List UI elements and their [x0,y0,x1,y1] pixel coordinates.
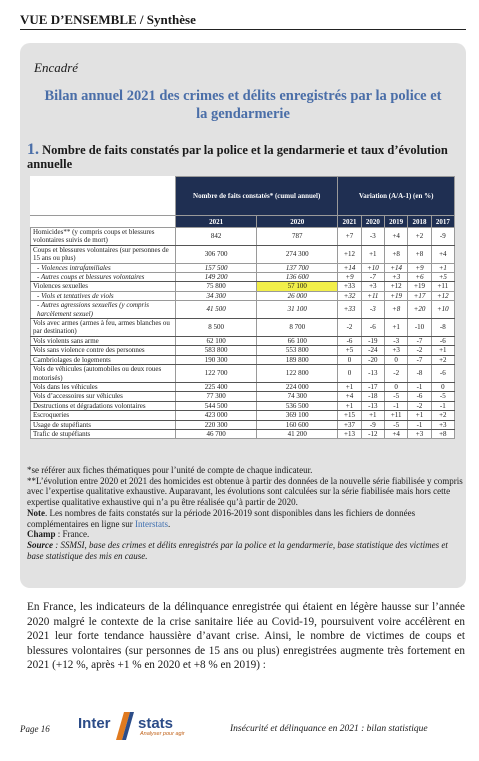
table-cell: -9 [361,420,384,429]
header-rule [20,29,466,30]
table-notes [27,465,465,561]
body-paragraph: En France, les indicateurs de la délinquance enregistrée qui étaient en légère hausse sur l’année 2020 malgré le contexte de la crise sanitaire liée au Covid-19, poursuivent voire accélèrent en 2021 leur forte tendance haussière d’avant crise. Ainsi, le nombre de victimes de coups et blessures volontaires (sur personnes de 15 ans ou plus) enregistrées augmente très fortement en 2021 (+12 %, après +1 % en 2020 et +8 % en 2019) : [27,601,465,671]
table-cell: -7 [408,336,431,345]
table-cell: 41 500 [176,301,257,319]
table-cell: 122 800 [257,365,338,383]
table-cell: +3 [385,346,408,355]
table-cell: -1 [408,420,431,429]
section-number: 1. [27,141,39,158]
table-cell: 842 [176,228,257,246]
table-cell: +12 [338,245,361,263]
table-cell: 544 500 [176,401,257,410]
table-cell: -8 [431,319,454,337]
table-cell: -20 [361,355,384,364]
table-row [31,392,455,401]
table-row [31,382,455,391]
table-corner-2 [31,216,176,228]
table-cell: -2 [408,401,431,410]
table-cell: 0 [338,365,361,383]
table-cell: +13 [338,429,361,438]
table-cell: 34 300 [176,291,257,300]
row-label: Trafic de stupéfiants [31,429,176,438]
table-cell: 306 700 [176,245,257,263]
table-cell: 8 700 [257,319,338,337]
table-cell: -19 [361,336,384,345]
page-footer [20,712,466,744]
table-cell: +8 [431,429,454,438]
table-cell: -1 [431,401,454,410]
col-group-count: Nombre de faits constatés* (cumul annuel) [176,177,338,216]
table-cell: -17 [361,382,384,391]
note-source: Source : SSMSI, base des crimes et délits enregistrés par la police et la gendarmerie, base statistique des victimes et base statistique des mis en cause. [27,539,448,561]
table-cell: 57 100 [257,282,338,291]
table-cell: 77 300 [176,392,257,401]
table-cell: 157 500 [176,263,257,272]
row-label: Usage de stupéfiants [31,420,176,429]
table-cell: 224 000 [257,382,338,391]
table-cell: +11 [385,411,408,420]
table-cell: +11 [431,282,454,291]
table-cell: +19 [385,291,408,300]
table-cell: +15 [338,411,361,420]
table-cell: 190 300 [176,355,257,364]
table-cell: 220 300 [176,420,257,429]
table-cell: +1 [361,411,384,420]
table-cell: +5 [431,273,454,282]
year-header: 2021 [338,216,361,228]
year-header: 2021 [176,216,257,228]
table-cell: -1 [408,382,431,391]
table-cell: 137 700 [257,263,338,272]
table-row [31,282,455,291]
note-homicides: **L’évolution entre 2020 et 2021 des homicides est obtenue à partir des données de la nouvelle série fiabilisée y compris avec l’expertise qualitative exhaustive. Auparavant, les évolutions sont calculées sur la série fiabilisée mais hors cette expertise qualitative exhaustive qui n’a pu être réalisée qu’à partir de 2020. [27,475,463,508]
box-title: Bilan annuel 2021 des crimes et délits enregistrés par la police et la gendarmerie [44,88,442,122]
table-cell: +19 [408,282,431,291]
col-group-variation: Variation (A/A-1) (en %) [338,177,455,216]
table-cell: +4 [338,392,361,401]
table-cell: +9 [408,263,431,272]
table-cell: -6 [431,365,454,383]
table-cell: 122 700 [176,365,257,383]
table-cell: +8 [408,245,431,263]
table-cell: 0 [431,382,454,391]
table-cell: +17 [408,291,431,300]
table-cell: -3 [361,228,384,246]
table-row [31,429,455,438]
table-corner [31,177,176,216]
year-header: 2018 [408,216,431,228]
table-cell: +3 [385,273,408,282]
table-row [31,355,455,364]
table-cell: 0 [385,382,408,391]
note-unit: *se référer aux fiches thématiques pour l’unité de compte de chaque indicateur. [27,465,313,475]
table-cell: -2 [338,319,361,337]
row-label: - Violences intrafamiliales [31,263,176,272]
table-cell: -12 [361,429,384,438]
table-cell: -18 [361,392,384,401]
table-cell: 274 300 [257,245,338,263]
table-cell: +3 [408,429,431,438]
table-cell: +1 [338,401,361,410]
table-cell: +4 [385,228,408,246]
table-cell: +6 [408,273,431,282]
table-cell: -24 [361,346,384,355]
note-data: Note. Les nombres de faits constatés sur la période 2016-2019 sont disponibles dans les fichiers de données complémentaires en ligne sur Interstats. [27,507,416,529]
table-row [31,401,455,410]
table-cell: +10 [431,301,454,319]
table-row [31,228,455,246]
table-cell: 423 000 [176,411,257,420]
table-cell: -7 [361,273,384,282]
table-row [31,245,455,263]
table-cell: +2 [408,228,431,246]
encadre-label: Encadré [34,60,79,75]
table-cell: +8 [385,245,408,263]
table-row [31,319,455,337]
row-label: Escroqueries [31,411,176,420]
table-cell: +12 [431,291,454,300]
interstats-link[interactable]: Interstats [134,518,168,529]
row-label: Vols d’accessoires sur véhicules [31,392,176,401]
table-cell: -1 [385,401,408,410]
table-cell: +20 [408,301,431,319]
table-cell: +32 [338,291,361,300]
footer-title: Insécurité et délinquance en 2021 : bilan statistique [230,724,428,734]
table-cell: -5 [385,392,408,401]
table-cell: 41 200 [257,429,338,438]
interstats-logo: Inter stats Analyser pour agir [78,712,200,742]
table-row [31,346,455,355]
table-cell: -3 [385,336,408,345]
table-cell: +1 [338,382,361,391]
table-row [31,291,455,300]
page-number: Page 16 [20,724,50,734]
table-cell: +4 [431,245,454,263]
table-cell: -9 [431,228,454,246]
table-cell: +1 [431,263,454,272]
table-cell: +4 [385,429,408,438]
table-cell: +11 [361,291,384,300]
row-label: Vols avec armes (armes à feu, armes blanches ou par destination) [31,319,176,337]
table-cell: 0 [338,355,361,364]
table-cell: +7 [338,228,361,246]
row-label: Homicides** (y compris coups et blessures volontaires suivis de mort) [31,228,176,246]
table-cell: 553 800 [257,346,338,355]
table-row [31,420,455,429]
table-cell: -13 [361,365,384,383]
table-cell: +8 [385,301,408,319]
table-cell: 225 400 [176,382,257,391]
table-cell: +9 [338,273,361,282]
row-label: Coups et blessures volontaires (sur personnes de 15 ans ou plus) [31,245,176,263]
table-cell: -2 [385,365,408,383]
table-cell: -13 [361,401,384,410]
table-cell: 160 600 [257,420,338,429]
table-row [31,273,455,282]
table-cell: 26 000 [257,291,338,300]
page-header: VUE D’ENSEMBLE / Synthèse [20,12,196,27]
year-header: 2017 [431,216,454,228]
table-row [31,336,455,345]
table-cell: -6 [431,336,454,345]
table-cell: -2 [408,346,431,355]
table-cell: 31 100 [257,301,338,319]
table-cell: +2 [431,355,454,364]
section-title [27,143,467,171]
row-label: - Viols et tentatives de viols [31,291,176,300]
table-cell: +1 [385,319,408,337]
row-label: Cambriolages de logements [31,355,176,364]
table-cell: +10 [361,263,384,272]
table-row [31,263,455,272]
table-cell: +14 [385,263,408,272]
table-cell: +3 [361,282,384,291]
row-label: Vols de véhicules (automobiles ou deux roues motorisés) [31,365,176,383]
table-cell: 189 800 [257,355,338,364]
row-label: - Autres agressions sexuelles (y compris harcèlement sexuel) [31,301,176,319]
row-label: Vols sans violence contre des personnes [31,346,176,355]
table-cell: -10 [408,319,431,337]
table-cell: -8 [408,365,431,383]
table-cell: -6 [338,336,361,345]
table-cell: -3 [361,301,384,319]
table-cell: +2 [431,411,454,420]
table-cell: 536 500 [257,401,338,410]
stats-table [30,176,455,439]
row-label: Vols violents sans arme [31,336,176,345]
row-label: Vols dans les véhicules [31,382,176,391]
table-cell: 66 100 [257,336,338,345]
table-cell: -6 [408,392,431,401]
section-title-text: Nombre de faits constatés par la police et la gendarmerie et taux d’évolution annuelle [27,143,448,171]
year-header: 2019 [385,216,408,228]
table-cell: 787 [257,228,338,246]
year-header: 2020 [361,216,384,228]
table-cell: -5 [431,392,454,401]
table-cell: 74 300 [257,392,338,401]
table-cell: -5 [385,420,408,429]
table-row [31,301,455,319]
row-label: - Autres coups et blessures volontaires [31,273,176,282]
table-cell: +3 [431,420,454,429]
table-cell: +12 [385,282,408,291]
table-cell: 46 700 [176,429,257,438]
table-cell: -6 [361,319,384,337]
table-cell: 75 800 [176,282,257,291]
note-champ: Champ : France. [27,529,90,540]
table-cell: +1 [431,346,454,355]
year-header: 2020 [257,216,338,228]
table-cell: 136 600 [257,273,338,282]
table-cell: +1 [361,245,384,263]
table-cell: +33 [338,301,361,319]
row-label: Violences sexuelles [31,282,176,291]
logo-slash-icon [116,712,134,740]
table-cell: -7 [408,355,431,364]
table-cell: 369 100 [257,411,338,420]
table-cell: +1 [408,411,431,420]
table-row [31,365,455,383]
table-cell: 62 100 [176,336,257,345]
table-cell: 0 [385,355,408,364]
row-label: Destructions et dégradations volontaires [31,401,176,410]
table-cell: +33 [338,282,361,291]
table-cell: +14 [338,263,361,272]
table-cell: +5 [338,346,361,355]
table-cell: +37 [338,420,361,429]
table-cell: 8 500 [176,319,257,337]
table-cell: 149 200 [176,273,257,282]
table-cell: 583 800 [176,346,257,355]
table-row [31,411,455,420]
